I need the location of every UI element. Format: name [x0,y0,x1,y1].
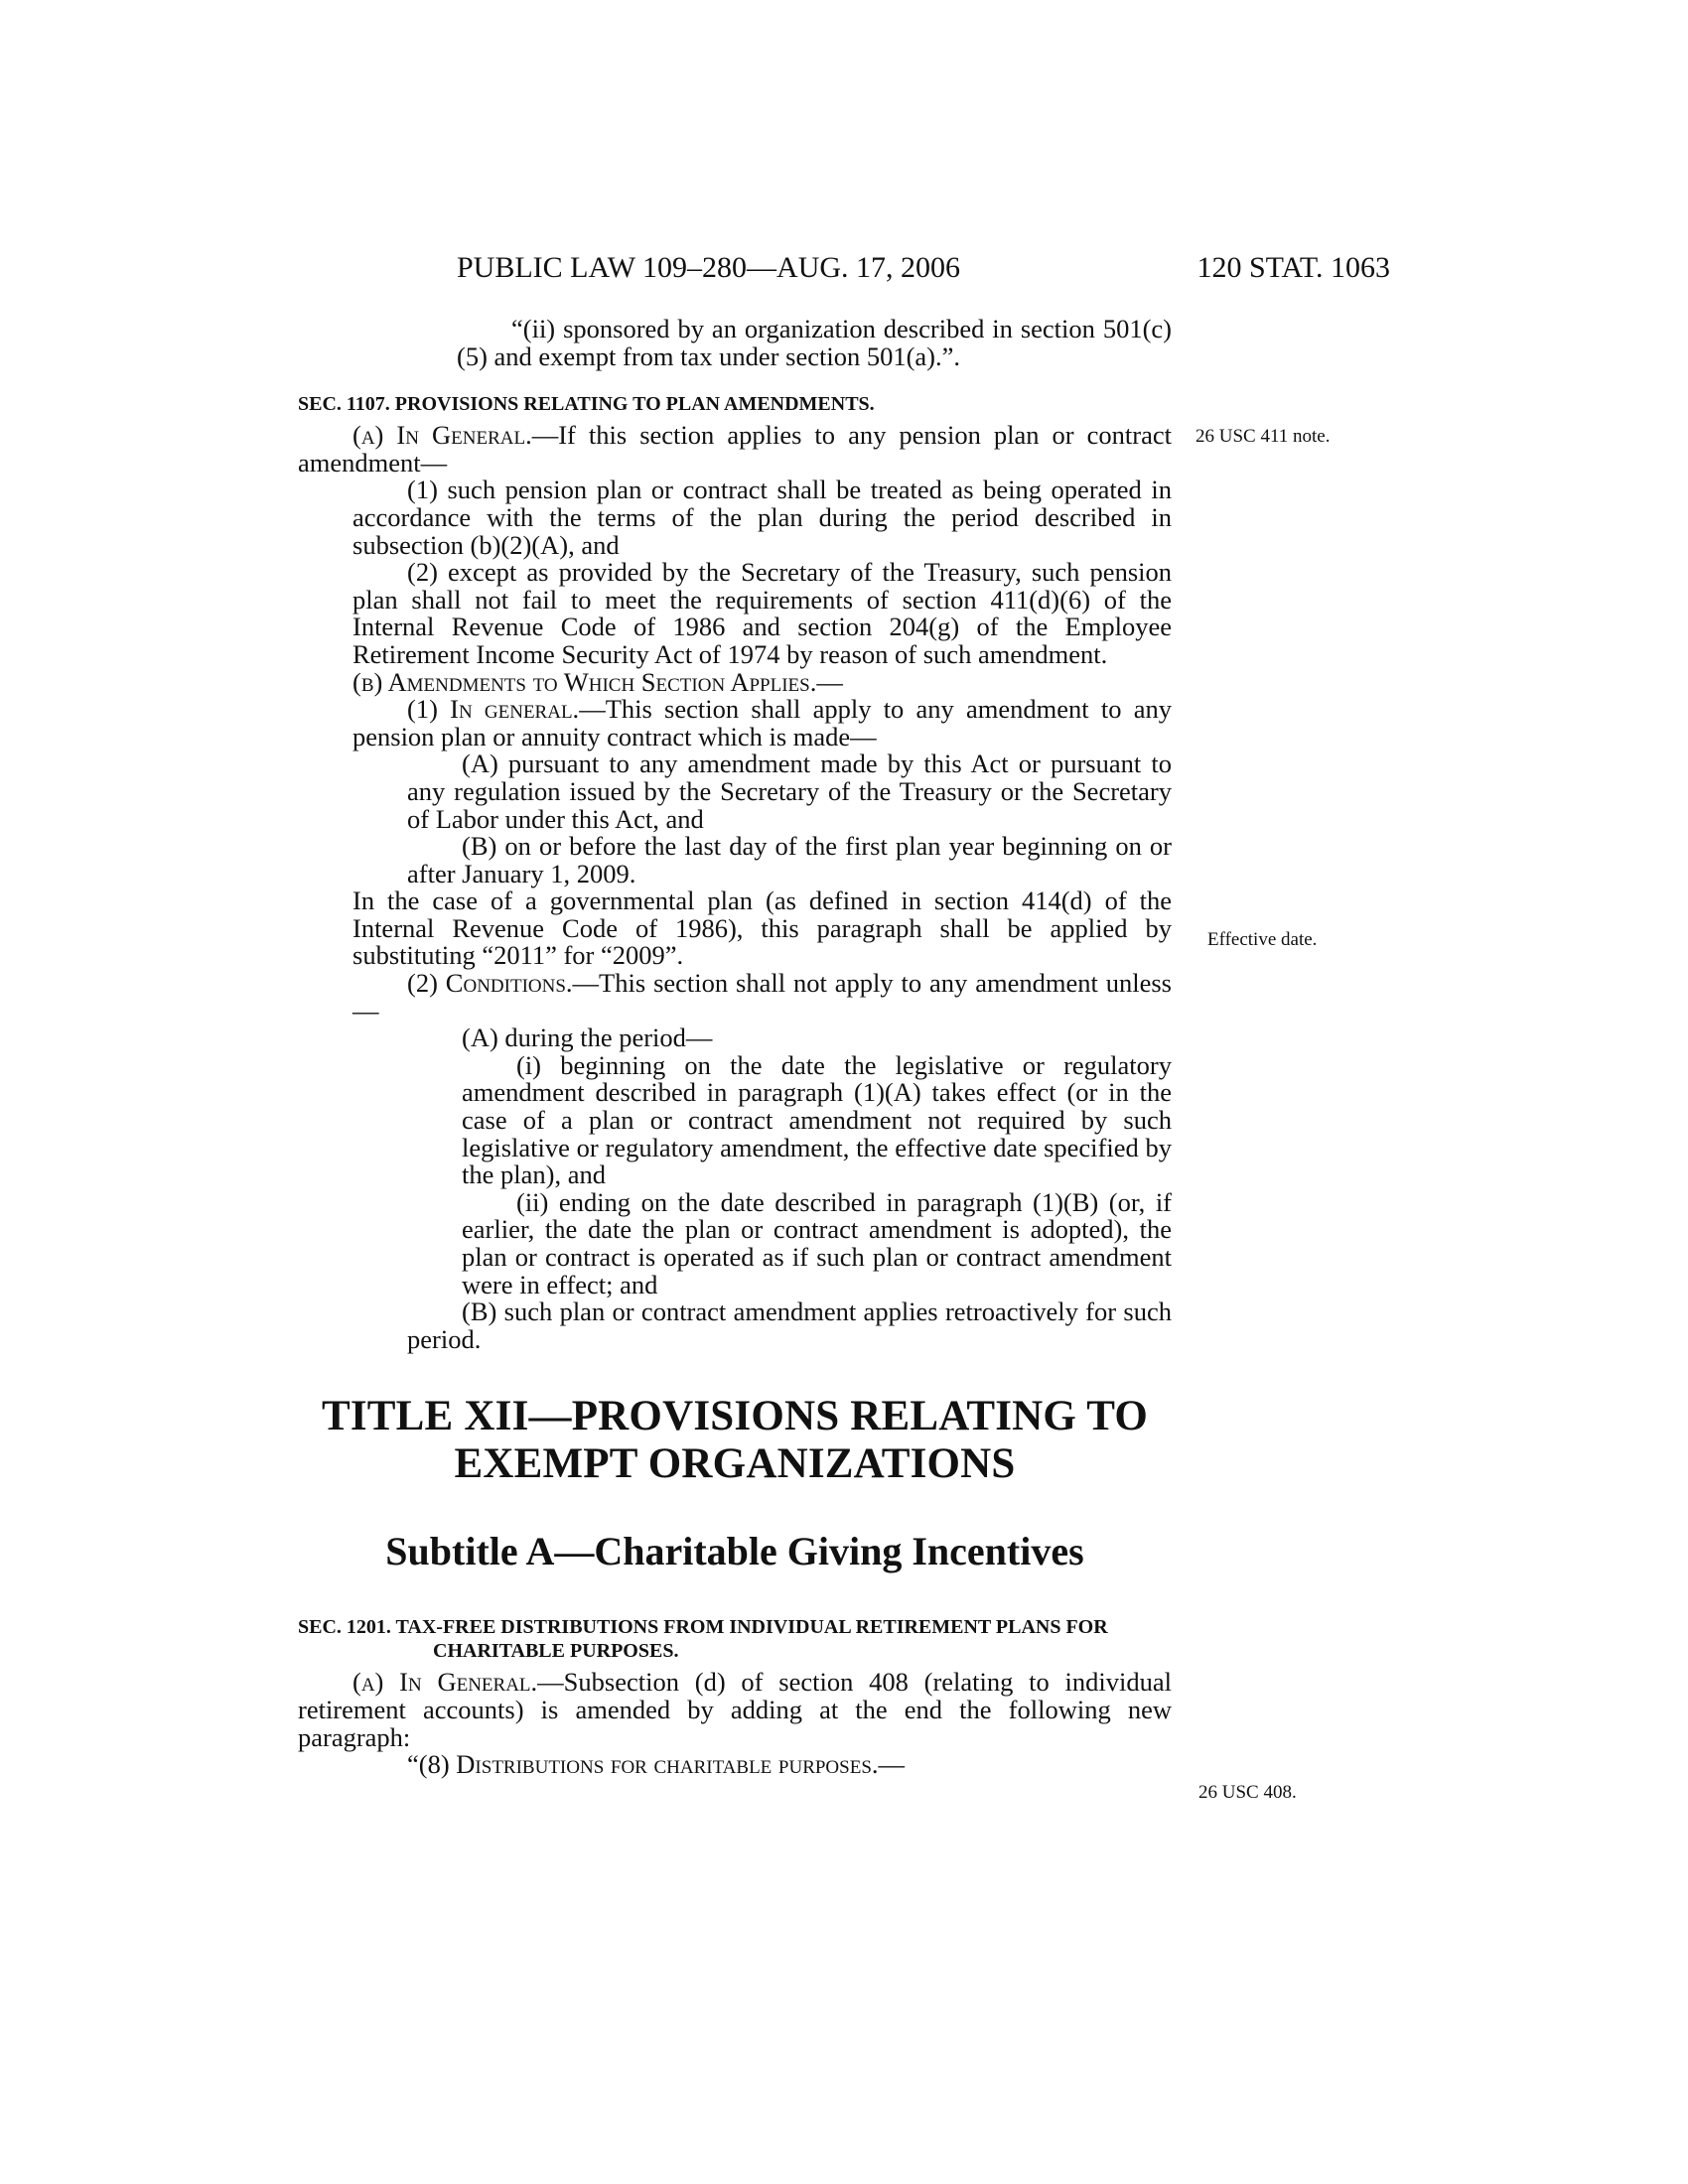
section-1107-governmental-plan-text: In the case of a governmental plan (as defined in section 414(d) of the Internal Revenue Code of 1986), this paragraph shall be applied by substituting “2011” for “2009”. [352,886,1172,971]
section-1107-subpara-b1A: (A) pursuant to any amendment made by this Act or pursuant to any regulation issued by the Secretary of the Treasury or the Secretary of Labor under this Act, and [407,749,1172,834]
section-1107-subpara-b2B: (B) such plan or contract amendment applies retroactively for such period. [407,1297,1172,1354]
section-1107-subpara-b2A: (A) during the period— [462,1023,713,1053]
section-1107-para-a1: (1) such pension plan or contract shall be treated as being operated in accordance with the terms of the plan during the period described in subsection (b)(2)(A), and [352,475,1172,560]
subsection-a-label: (a) In General. [352,420,532,451]
section-1107-para-b1 [352,696,1172,751]
section-1107-subpara-b1B: (B) on or before the last day of the first plan year beginning on or after January 1, 2009. [407,831,1172,888]
paragraph-b2-text: —This section shall not apply to any amendment unless— [352,968,1172,1025]
section-1107-subsection-a [298,422,1172,477]
section-1107-clause-b2Ai: (i) beginning on the date the legislative or regulatory amendment described in paragraph (1)(A) takes effect (or in the case of a plan or contract amendment not required by such legislative or regulatory amendment, the effective date specified by the plan), and [462,1049,1172,1190]
paragraph-b1-text: —This section shall apply to any amendment to any pension plan or annuity contract which is made— [352,694,1172,751]
margin-note-effective-date: Effective date. [1207,929,1318,950]
subtitle-a-heading: Subtitle A—Charitable Giving Incentives [385,1529,1084,1574]
statute-page-number: 120 STAT. 1063 [1196,251,1390,284]
subsection-a-text: —If this section applies to any pension plan or contract amendment— [298,420,1172,478]
margin-note-usc-411: 26 USC 411 note. [1196,426,1331,447]
subsection-b-label: (b) Amendments to Which Section Applies. [352,666,817,697]
margin-note-usc-408: 26 USC 408. [1198,1782,1297,1803]
paragraph-b2-label: (2) Conditions. [407,968,573,999]
section-1201-subsection-a-text: —Subsection (d) of section 408 (relating to individual retirement accounts) is amended by adding at the end the following new paragraph: [298,1667,1173,1752]
paragraph-b1-label: (1) In general. [407,694,580,725]
subsection-b-dash: — [816,666,843,697]
section-1201-subsection-a-label: (a) In General. [352,1667,538,1698]
section-1107-clause-b2Aii: (ii) ending on the date described in paragraph (1)(B) (or, if earlier, the date the plan or contract amendment is adopted), the plan or contract is operated as if such plan or contract amendment were in effect; and [462,1186,1172,1299]
section-1107-para-b2 [352,970,1172,1024]
section-1107-para-a2: (2) except as provided by the Secretary of the Treasury, such pension plan shall not fail to meet the requirements of section 411(d)(6) of the Internal Revenue Code of 1986 and section 204(g) of the Employee Retirement Income Security Act of 1974 by reason of such amendment. [352,557,1172,669]
continuation-clause-ii: “(ii) sponsored by an organization described in section 501(c)(5) and exempt from tax under section 501(a).”. [457,314,1172,371]
public-law-citation: PUBLIC LAW 109–280—AUG. 17, 2006 [457,251,961,284]
page-body [298,316,1172,1779]
title-xii-heading: TITLE XII—PROVISIONS RELATING TO EXEMPT ORGANIZATIONS [321,1393,1148,1488]
section-1107-subsection-b [298,666,1172,697]
section-1201-heading: SEC. 1201. TAX-FREE DISTRIBUTIONS FROM INDIVIDUAL RETIREMENT PLANS FOR CHARITABLE PURPOSES. [298,1616,1108,1663]
running-header [298,248,1390,288]
section-1201-paragraph-8: “(8) Distributions for charitable purposes.— [407,1749,906,1780]
section-1201-subsection-a [298,1669,1172,1751]
section-1107-heading: SEC. 1107. PROVISIONS RELATING TO PLAN AMENDMENTS. [298,393,875,416]
